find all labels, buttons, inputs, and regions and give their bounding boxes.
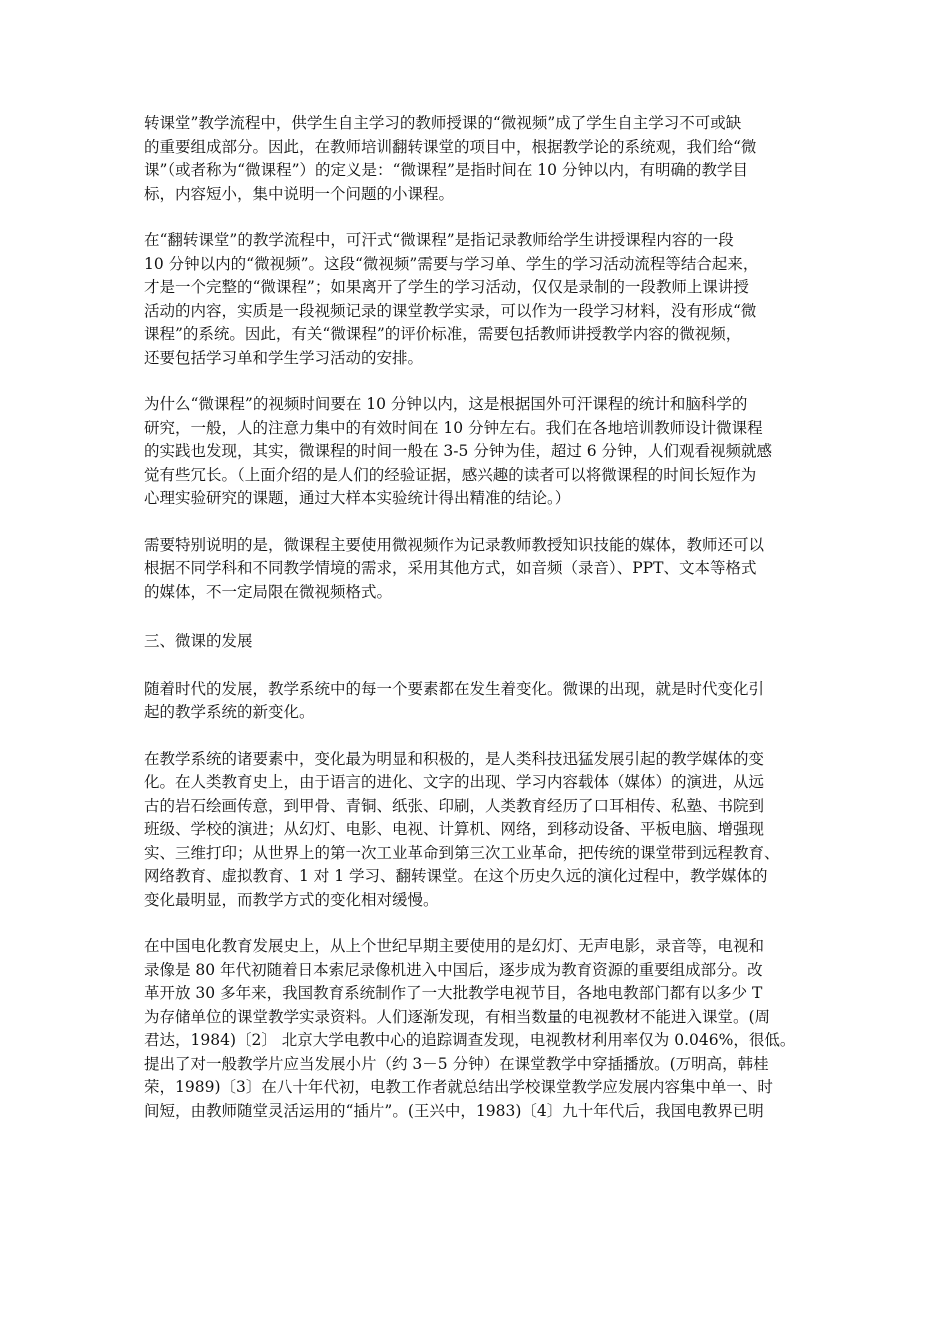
paragraph-khan-micro-course: 在“翻转课堂”的教学流程中，可汗式“微课程”是指记录教师给学生讲授课程内容的一段 10 分钟以内的“微视频”。这段“微视频”需要与学习单、学生的学习活动流程等结合起来， 才是一个完整的“微课程”；如果离开了学生的学习活动，仅仅是录制的一段教师上课讲授 活动的内容，实质是一段视频记录的课堂教学实录，可以作为一段学习材料，没有形成“微 课程”的系统。因此，有关“微课程”的评价标准，需要包括教师讲授教学内容的微视频， 还要包括学习单和学生学习活动的安排。	[144, 231, 759, 367]
paragraph-media-note: 需要特别说明的是，微课程主要使用微视频作为记录教师教授知识技能的媒体，教师还可以 根据不同学科和不同教学情境的需求，采用其他方式，如音频（录音）、PPT、文本等格式 的媒体，不一定局限在微视频格式。	[144, 535, 765, 601]
paragraph-teaching-media-change: 在教学系统的诸要素中，变化最为明显和积极的，是人类科技迅猛发展引起的教学媒体的变 化。在人类教育史上，由于语言的进化、文字的出现、学习内容载体（媒体）的演进，从远 古的岩石绘画传意，到甲骨、青铜、纸张、印刷，人类教育经历了口耳相传、私塾、书院到 班级、学校的演进；从幻灯、电影、电视、计算机、网络，到移动设备、平板电脑、增强现 实、三维打印；从世界上的第一次工业革命到第三次工业革命，把传统的课堂带到远程教育、 网络教育、虚拟教育、1 对 1 学习、翻转课堂。在这个历史久远的演化过程中，教学媒体的 变化最明显，而教学方式的变化相对缓慢。	[144, 749, 780, 909]
paragraph-micro-video-definition: 转课堂”教学流程中，供学生自主学习的教师授课的“微视频”成了学生自主学习不可或缺 的重要组成部分。因此，在教师培训翻转课堂的项目中，根据教学论的系统观，我们给“微 课”（或者称为“微课程”）的定义是：“微课程”是指时间在 10 分钟以内，有明确的教学目 标，内容短小，集中说明一个问题的小课程。	[144, 114, 757, 203]
paragraph-china-audiovisual-history: 在中国电化教育发展史上，从上个世纪早期主要使用的是幻灯、无声电影，录音等，电视和 录像是 80 年代初随着日本索尼录像机进入中国后，逐步成为教育资源的重要组成部分。改 革开放 30 多年来，我国教育系统制作了一大批教学电视节目，各地电教部门都有以多少 T 为存储单位的课堂教学实录资料。人们逐渐发现，有相当数量的电视教材不能进入课堂。(周 君达，1984)〔2〕 北京大学电教中心的追踪调查发现，电视教材利用率仅为 0.046%，很低。 提出了对一般教学片应当发展小片（约 3－5 分钟）在课堂教学中穿插播放。(万明高，韩桂 荣，1989)〔3〕在八十年代初，电教工作者就总结出学校课堂教学应发展内容集中单一、时 间短，由教师随堂灵活运用的“插片”。(王兴中，1983)〔4〕九十年代后，我国电教界已明	[144, 937, 796, 1120]
document-page	[144, 112, 808, 1146]
section-heading: 三、微课的发展	[144, 632, 253, 650]
paragraph-ten-minutes-reason: 为什么“微课程”的视频时间要在 10 分钟以内，这是根据国外可汗课程的统计和脑科学的 研究，一般，人的注意力集中的有效时间在 10 分钟左右。我们在各地培训教师设计微课程 的实践也发现，其实，微课程的时间一般在 3-5 分钟为佳，超过 6 分钟，人们观看视频就感 觉有些冗长。（上面介绍的是人们的经验证据，感兴趣的读者可以将微课程的时间长短作为 心理实验研究的课题，通过大样本实验统计得出精准的结论。）	[144, 395, 773, 507]
paragraph-era-development: 随着时代的发展，教学系统中的每一个要素都在发生着变化。微课的出现，就是时代变化引 起的教学系统的新变化。	[144, 679, 765, 721]
